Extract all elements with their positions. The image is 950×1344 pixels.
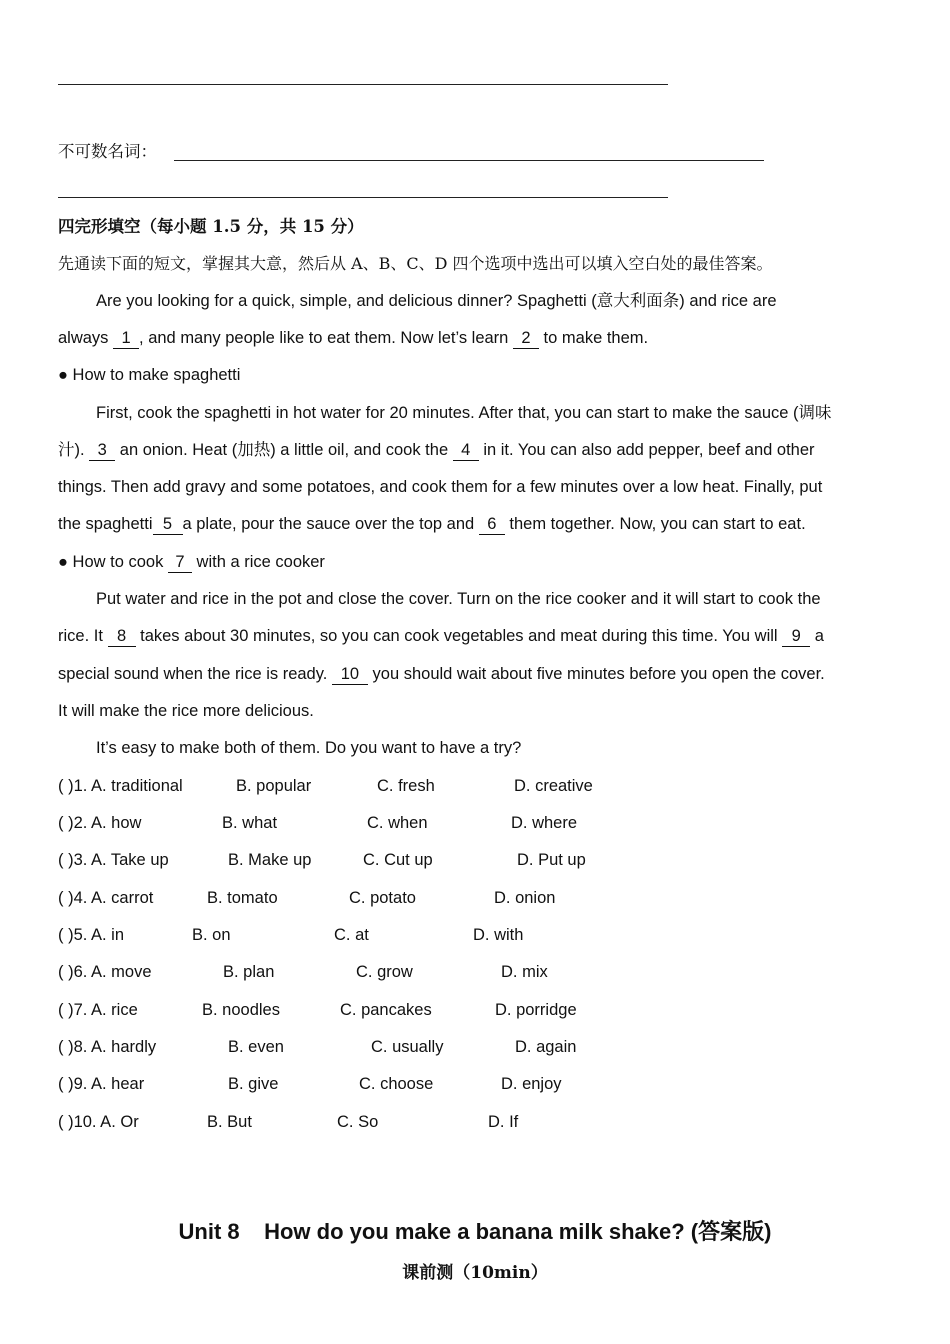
blank-6: 6 (479, 514, 505, 535)
question-row (58, 992, 708, 1029)
paragraph-line: Put water and rice in the pot and close the cover. Turn on the rice cooker and it will start to cook the (96, 590, 821, 608)
text-span: , and many people like to eat them. Now let’s learn (139, 329, 509, 347)
option-b: B. what (222, 814, 278, 832)
bullet-heading: ● How to make spaghetti (58, 366, 241, 384)
question-row (58, 917, 708, 954)
option-d: D. again (515, 1038, 577, 1056)
question-option-a: ( )9. A. hear (58, 1075, 145, 1093)
question-option-a: ( )10. A. Or (58, 1113, 139, 1131)
option-b: B. tomato (207, 889, 278, 907)
text-span: an onion. Heat (加热) a little oil, and cook the (119, 441, 449, 459)
option-d: D. where (511, 814, 578, 832)
paragraph-line (58, 320, 892, 357)
option-b: B. Make up (228, 851, 312, 869)
blank-4: 4 (453, 440, 479, 461)
option-d: D. with (473, 926, 524, 944)
paragraph-line: things. Then add gravy and some potatoes, and cook them for a few minutes over a low heat. Finally, put (58, 478, 823, 496)
option-c: C. Cut up (363, 851, 433, 869)
paragraph-line (58, 656, 892, 693)
question-row (58, 1104, 708, 1141)
option-b: B. noodles (202, 1001, 280, 1019)
question-option-a: ( )3. A. Take up (58, 851, 169, 869)
option-c: C. choose (359, 1075, 434, 1093)
text-span: with a rice cooker (196, 553, 325, 571)
option-b: B. give (228, 1075, 279, 1093)
instruction: 先通读下面的短文，掌握其大意，然后从 A、B、C、D 四个选项中选出可以填入空白处的最佳答案。 (58, 254, 773, 273)
blank-9: 9 (782, 626, 810, 647)
blank-3: 3 (89, 440, 115, 461)
option-d: D. If (488, 1113, 519, 1131)
text-span: 汁). (58, 441, 85, 459)
question-row (58, 1066, 708, 1103)
uncountable-label: 不可数名词： (58, 142, 157, 161)
question-option-a: ( )5. A. in (58, 926, 125, 944)
paragraph-line: It will make the rice more delicious. (58, 702, 314, 720)
question-option-a: ( )1. A. traditional (58, 777, 183, 795)
option-d: D. porridge (495, 1001, 577, 1019)
paragraph-line (58, 506, 892, 543)
section-heading: 四完形填空（每小题 1.5 分，共 15 分） (58, 217, 364, 236)
blank-8: 8 (108, 626, 136, 647)
text-span: the spaghetti (58, 515, 153, 533)
option-c: C. grow (356, 963, 413, 981)
text-span: takes about 30 minutes, so you can cook vegetables and meat during this time. You will (140, 627, 778, 645)
question-option-a: ( )4. A. carrot (58, 889, 154, 907)
option-b: B. on (192, 926, 231, 944)
paragraph-line: Are you looking for a quick, simple, and delicious dinner? Spaghetti (意大利面条) and rice are (96, 292, 777, 310)
text-span: always (58, 329, 109, 347)
option-c: C. usually (371, 1038, 444, 1056)
question-option-a: ( )7. A. rice (58, 1001, 138, 1019)
text-span: special sound when the rice is ready. (58, 665, 328, 683)
paragraph-line: It’s easy to make both of them. Do you want to have a try? (96, 739, 522, 757)
question-row (58, 1029, 708, 1066)
paragraph-line (58, 432, 892, 469)
option-c: C. when (367, 814, 428, 832)
blank-5: 5 (153, 514, 183, 535)
option-d: D. mix (501, 963, 548, 981)
question-row (58, 954, 708, 991)
question-row (58, 768, 708, 805)
option-c: C. fresh (377, 777, 435, 795)
option-c: C. at (334, 926, 369, 944)
question-option-a: ( )2. A. how (58, 814, 142, 832)
question-row (58, 842, 708, 879)
bullet-heading (58, 544, 892, 581)
blank-7: 7 (168, 552, 192, 573)
option-c: C. So (337, 1113, 379, 1131)
option-d: D. enjoy (501, 1075, 562, 1093)
option-b: B. even (228, 1038, 284, 1056)
question-row (58, 880, 708, 917)
unit-subtitle: 课前测（10min） (402, 1263, 548, 1283)
option-d: D. Put up (517, 851, 586, 869)
text-span: a plate, pour the sauce over the top and (182, 515, 475, 533)
option-d: D. creative (514, 777, 593, 795)
question-row (58, 805, 708, 842)
unit-title: Unit 8 How do you make a banana milk shake? (答案版) (178, 1219, 772, 1244)
option-c: C. pancakes (340, 1001, 432, 1019)
text-span: ● How to cook (58, 553, 164, 571)
answer-line (174, 160, 764, 161)
option-b: B. plan (223, 963, 275, 981)
text-span: to make them. (543, 329, 649, 347)
text-span: rice. It (58, 627, 103, 645)
answer-line (58, 84, 668, 85)
option-b: B. But (207, 1113, 252, 1131)
text-span: a (814, 627, 824, 645)
option-c: C. potato (349, 889, 416, 907)
answer-line (58, 197, 668, 198)
question-option-a: ( )6. A. move (58, 963, 152, 981)
text-span: them together. Now, you can start to eat. (509, 515, 806, 533)
paragraph-line: First, cook the spaghetti in hot water for 20 minutes. After that, you can start to make the sauce (调味 (96, 404, 832, 422)
paragraph-line (58, 618, 892, 655)
option-b: B. popular (236, 777, 312, 795)
text-span: you should wait about five minutes before you open the cover. (372, 665, 825, 683)
blank-10: 10 (332, 664, 368, 685)
question-option-a: ( )8. A. hardly (58, 1038, 157, 1056)
blank-1: 1 (113, 328, 139, 349)
text-span: in it. You can also add pepper, beef and other (483, 441, 815, 459)
option-d: D. onion (494, 889, 556, 907)
blank-2: 2 (513, 328, 539, 349)
